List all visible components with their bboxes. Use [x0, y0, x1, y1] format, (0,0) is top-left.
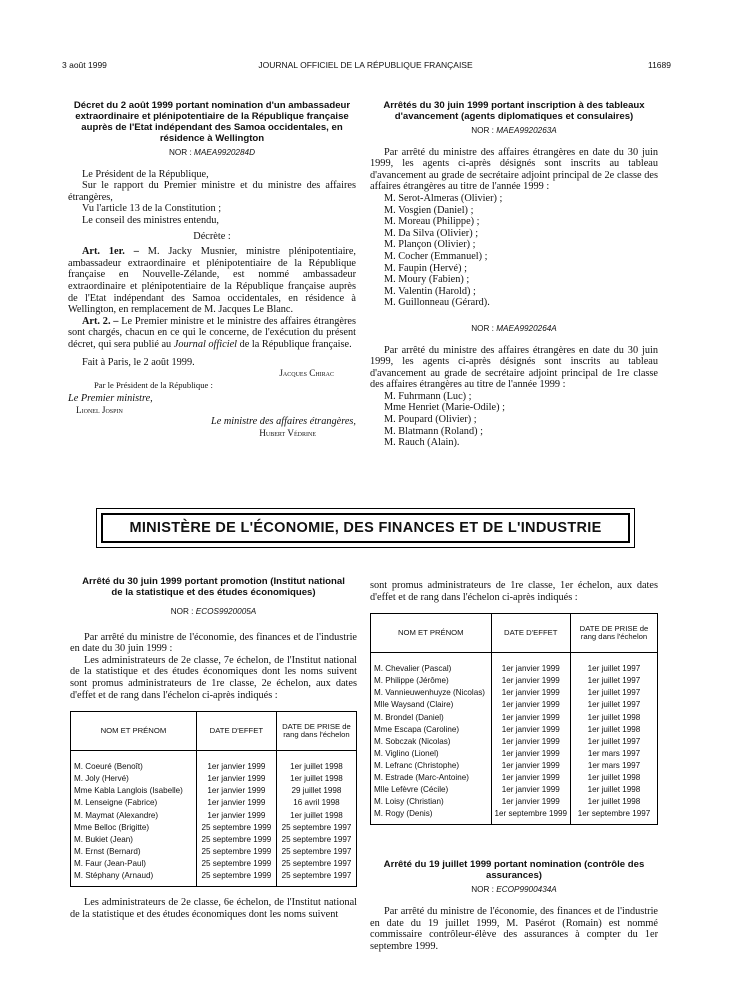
table-row: [371, 796, 658, 808]
table-row: [71, 822, 357, 834]
arretes-para-2: Par arrêté du ministre des affaires étrangères en date du 30 juin 1999, les agents ci-après désignés sont inscrits au tableau d'avancement au grade de secrétaire adjoint principal de 1re classe des affaires étrangères au titre de l'année 1999 :: [370, 344, 658, 391]
table-row: [71, 846, 357, 858]
decret-art2: Art. 2. – Le Premier ministre et le ministre des affaires étrangères sont chargés, chacun en ce qui le concerne, de l'exécution du présent décret, qui sera publié au Journal officiel de la République française.: [68, 315, 356, 350]
arrete-19-juillet-section: [370, 859, 658, 952]
cell-date-rang: 1er juillet 1997: [570, 699, 657, 711]
cell-date-effet: 1er janvier 1999: [196, 785, 276, 797]
cell-name: M. Stéphany (Arnaud): [71, 870, 197, 887]
cell-date-effet: 1er janvier 1999: [491, 724, 570, 736]
table-row: [371, 687, 658, 699]
par-le-president: Par le Président de la République :: [94, 379, 213, 390]
cell-date-effet: 1er septembre 1999: [491, 808, 570, 825]
cell-date-effet: 1er janvier 1999: [196, 810, 276, 822]
name-entry: M. Guillonneau (Gérard).: [384, 297, 490, 309]
decret-p3: Vu l'article 13 de la Constitution ;: [82, 203, 222, 215]
name-entry: Mme Henriet (Marie-Odile) ;: [384, 402, 505, 414]
cell-name: M. Maymat (Alexandre): [71, 810, 197, 822]
promotion-title: Arrêté du 30 juin 1999 portant promotion (Institut national de la statistique et des études économiques): [82, 576, 345, 598]
cell-name: Mme Escapa (Caroline): [371, 724, 492, 736]
table-row: [371, 736, 658, 748]
promotion-para-1: Par arrêté du ministre de l'économie, des finances et de l'industrie en date du 30 juin 1999 :: [70, 631, 357, 655]
table-row: [71, 751, 357, 774]
ministre-ae-title: Le ministre des affaires étrangères,: [210, 416, 356, 428]
cell-name: M. Rogy (Denis): [371, 808, 492, 825]
name-entry: M. Poupard (Olivier) ;: [384, 414, 477, 426]
promotion-table-2: [370, 613, 658, 825]
cell-name: M. Vannieuwenhuyze (Nicolas): [371, 687, 492, 699]
table-row: [371, 653, 658, 676]
header-journal-title: JOURNAL OFFICIEL DE LA RÉPUBLIQUE FRANÇAISE: [258, 60, 473, 70]
cell-name: M. Sobczak (Nicolas): [371, 736, 492, 748]
cell-date-rang: 25 septembre 1997: [276, 870, 356, 887]
decret-p2: Sur le rapport du Premier ministre et du ministre des affaires étrangères,: [68, 180, 356, 203]
cell-date-effet: 1er janvier 1999: [491, 687, 570, 699]
cell-date-effet: 1er janvier 1999: [491, 712, 570, 724]
cell-date-rang: 1er mars 1997: [570, 760, 657, 772]
cell-date-effet: 1er janvier 1999: [491, 760, 570, 772]
names-list-1: [370, 193, 658, 309]
premier-ministre-name: Lionel Jospin: [76, 404, 123, 415]
name-entry: M. Moreau (Philippe) ;: [384, 216, 480, 228]
table-row: [371, 675, 658, 687]
cell-date-effet: 1er janvier 1999: [491, 653, 570, 676]
table-row: [371, 808, 658, 825]
cell-date-effet: 25 septembre 1999: [196, 834, 276, 846]
decret-art1: Art. 1er. – M. Jacky Musnier, ministre plénipotentiaire, ambassadeur extraordinaire et plénipotentiaire de la République française en Nouvelle-Zélande, est nommé ambassadeur extraordinaire et plénipotentiaire de la République française auprès de l'Etat indépendant des Samoa occidentales, en résidence à Wellington, en remplacement de M. Jacques Le Blanc.: [68, 246, 356, 316]
name-entry: M. Blatmann (Roland) ;: [384, 425, 483, 437]
cell-name: Mlle Waysand (Claire): [371, 699, 492, 711]
cell-date-rang: 1er juillet 1998: [276, 751, 356, 774]
cell-date-rang: 1er juillet 1998: [276, 773, 356, 785]
table-row: [71, 810, 357, 822]
table-row: [371, 699, 658, 711]
cell-date-rang: 1er juillet 1998: [570, 724, 657, 736]
cell-name: M. Brondel (Daniel): [371, 712, 492, 724]
cell-name: M. Lenseigne (Fabrice): [71, 797, 197, 809]
cell-date-rang: 25 septembre 1997: [276, 846, 356, 858]
ministre-ae-name: Hubert Védrine: [259, 428, 316, 439]
arretes-30-juin-section: [370, 100, 658, 449]
cell-date-rang: 1er juillet 1998: [570, 796, 657, 808]
premier-ministre-title: Le Premier ministre,: [68, 393, 153, 405]
cell-name: Mme Belloc (Brigitte): [71, 822, 197, 834]
decret-fait: Fait à Paris, le 2 août 1999.: [82, 356, 195, 368]
header-date: 3 août 1999: [62, 60, 107, 70]
arretes-nor-1: NOR : MAEA9920263A: [471, 126, 557, 135]
promotion-para-3: Les administrateurs de 2e classe, 6e échelon, de l'Institut national de la statistique et des études économiques dont les noms suivent: [70, 897, 357, 920]
promotion-para-2: Les administrateurs de 2e classe, 7e échelon, de l'Institut national de la statistique et des études économiques dont les noms suivent sont promus administrateurs de 1re classe, 2e échelon, aux dates d'effet et de rang dans l'échelon ci-après indiqués :: [70, 654, 357, 701]
decret-section: [68, 100, 356, 440]
col-header-date-rang-2: DATE DE PRISE de rang dans l'échelon: [570, 614, 657, 653]
cell-date-effet: 1er janvier 1999: [196, 751, 276, 774]
cell-date-effet: 25 septembre 1999: [196, 870, 276, 887]
cell-date-effet: 25 septembre 1999: [196, 822, 276, 834]
cell-date-rang: 1er mars 1997: [570, 748, 657, 760]
header-page-number: 11689: [647, 60, 671, 70]
cell-date-rang: 16 avril 1998: [276, 797, 356, 809]
cell-date-effet: 1er janvier 1999: [196, 773, 276, 785]
cell-date-rang: 1er juillet 1998: [276, 810, 356, 822]
cell-date-effet: 1er janvier 1999: [491, 796, 570, 808]
cell-date-effet: 1er janvier 1999: [491, 772, 570, 784]
promotion-continued-section: [370, 580, 658, 952]
arretes-nor-2: NOR : MAEA9920264A: [471, 323, 557, 333]
decret-p1: Le Président de la République,: [82, 168, 209, 180]
cell-name: M. Bukiet (Jean): [71, 834, 197, 846]
table-row: [371, 772, 658, 784]
names-list-2: [370, 391, 658, 449]
cell-name: M. Viglino (Lionel): [371, 748, 492, 760]
table-row: [371, 748, 658, 760]
arrete-19-juillet-para: Par arrêté du ministre de l'économie, des finances et de l'industrie en date du 19 juillet 1999, M. Pasérot (Romain) est nommé commissaire contrôleur-élève des assurances à compter du 1er septembre 1999.: [370, 906, 658, 952]
cell-date-effet: 25 septembre 1999: [196, 858, 276, 870]
col-header-date-effet: DATE D'EFFET: [196, 712, 276, 751]
promotion-para-3-cont: sont promus administrateurs de 1re classe, 1er échelon, aux dates d'effet et de rang dans l'échelon ci-après indiqués :: [370, 580, 658, 603]
promotion-table-1: [70, 711, 357, 887]
table-row: [371, 724, 658, 736]
cell-date-effet: 1er janvier 1999: [196, 797, 276, 809]
table-row: [371, 784, 658, 796]
name-entry: M. Da Silva (Olivier) ;: [384, 227, 479, 239]
name-entry: M. Cocher (Emmanuel) ;: [384, 250, 488, 262]
ministry-banner: MINISTÈRE DE L'ÉCONOMIE, DES FINANCES ET DE L'INDUSTRIE: [101, 513, 630, 543]
table-row: [71, 858, 357, 870]
cell-date-effet: 1er janvier 1999: [491, 748, 570, 760]
name-entry: M. Vosgien (Daniel) ;: [384, 204, 474, 216]
cell-date-rang: 25 septembre 1997: [276, 822, 356, 834]
decret-decrete: Décrète :: [193, 230, 231, 242]
cell-date-rang: 1er juillet 1998: [570, 772, 657, 784]
cell-name: Mme Kabla Langlois (Isabelle): [71, 785, 197, 797]
table-row: [371, 760, 658, 772]
name-entry: M. Plançon (Olivier) ;: [384, 239, 476, 251]
col-header-nom: NOM ET PRÉNOM: [71, 712, 197, 751]
cell-name: M. Loisy (Christian): [371, 796, 492, 808]
promotion-nor: NOR : ECOS9920005A: [170, 607, 257, 616]
page-header: [0, 0, 731, 70]
arrete-promotion-section: [70, 576, 357, 920]
arrete-19-juillet-title: Arrêté du 19 juillet 1999 portant nomination (contrôle des assurances): [383, 859, 645, 882]
cell-date-rang: 25 septembre 1997: [276, 858, 356, 870]
cell-date-effet: 1er janvier 1999: [491, 699, 570, 711]
decret-title: Décret du 2 août 1999 portant nomination d'un ambassadeur extraordinaire et plénipotentiaire de la République française auprès de l'Etat indépendant des Samoa occidentales, en résidence à Wellington: [73, 100, 351, 144]
cell-name: M. Lefranc (Christophe): [371, 760, 492, 772]
name-entry: M. Faupin (Hervé) ;: [384, 262, 467, 274]
table-row: [371, 712, 658, 724]
cell-date-rang: 1er juillet 1997: [570, 653, 657, 676]
cell-date-effet: 1er janvier 1999: [491, 784, 570, 796]
name-entry: M. Fuhrmann (Luc) ;: [384, 390, 472, 402]
signature-president: Jacques Chirac: [279, 368, 334, 379]
cell-date-rang: 1er juillet 1998: [570, 712, 657, 724]
col-header-nom-2: NOM ET PRÉNOM: [371, 614, 492, 653]
name-entry: M. Moury (Fabien) ;: [384, 274, 470, 286]
cell-date-rang: 1er septembre 1997: [570, 808, 657, 825]
cell-name: M. Faur (Jean-Paul): [71, 858, 197, 870]
cell-date-rang: 25 septembre 1997: [276, 834, 356, 846]
cell-date-effet: 25 septembre 1999: [196, 846, 276, 858]
name-entry: M. Rauch (Alain).: [384, 437, 460, 449]
cell-date-effet: 1er janvier 1999: [491, 675, 570, 687]
table-row: [71, 773, 357, 785]
cell-name: Mlle Lefèvre (Cécile): [371, 784, 492, 796]
cell-name: M. Estrade (Marc-Antoine): [371, 772, 492, 784]
cell-name: M. Joly (Hervé): [71, 773, 197, 785]
table-row: [71, 797, 357, 809]
table-row: [71, 785, 357, 797]
name-entry: M. Serot-Almeras (Olivier) ;: [384, 192, 503, 204]
cell-date-effet: 1er janvier 1999: [491, 736, 570, 748]
name-entry: M. Valentin (Harold) ;: [384, 285, 476, 297]
col-header-date-rang: DATE DE PRISE de rang dans l'échelon: [276, 712, 356, 751]
arrete-19-juillet-nor: NOR : ECOP9900434A: [471, 885, 557, 895]
arretes-30-juin-title: Arrêtés du 30 juin 1999 portant inscription à des tableaux d'avancement (agents diplomatiques et consulaires): [383, 100, 645, 122]
cell-name: M. Chevalier (Pascal): [371, 653, 492, 676]
cell-name: M. Philippe (Jérôme): [371, 675, 492, 687]
decret-nor: NOR : MAEA9920284D: [168, 148, 256, 157]
table-row: [71, 834, 357, 846]
cell-name: M. Coeuré (Benoît): [71, 751, 197, 774]
table-row: [71, 870, 357, 887]
cell-date-rang: 1er juillet 1998: [570, 784, 657, 796]
col-header-date-effet-2: DATE D'EFFET: [491, 614, 570, 653]
cell-name: M. Ernst (Bernard): [71, 846, 197, 858]
cell-date-rang: 1er juillet 1997: [570, 736, 657, 748]
arretes-para-1: Par arrêté du ministre des affaires étrangères en date du 30 juin 1999, les agents ci-après désignés sont inscrits au tableau d'avancement au grade de secrétaire adjoint principal de 2e classe des affaires étrangères au titre de l'année 1999 :: [370, 146, 658, 193]
cell-date-rang: 29 juillet 1998: [276, 785, 356, 797]
decret-p4: Le conseil des ministres entendu,: [82, 214, 219, 226]
cell-date-rang: 1er juillet 1997: [570, 675, 657, 687]
cell-date-rang: 1er juillet 1997: [570, 687, 657, 699]
